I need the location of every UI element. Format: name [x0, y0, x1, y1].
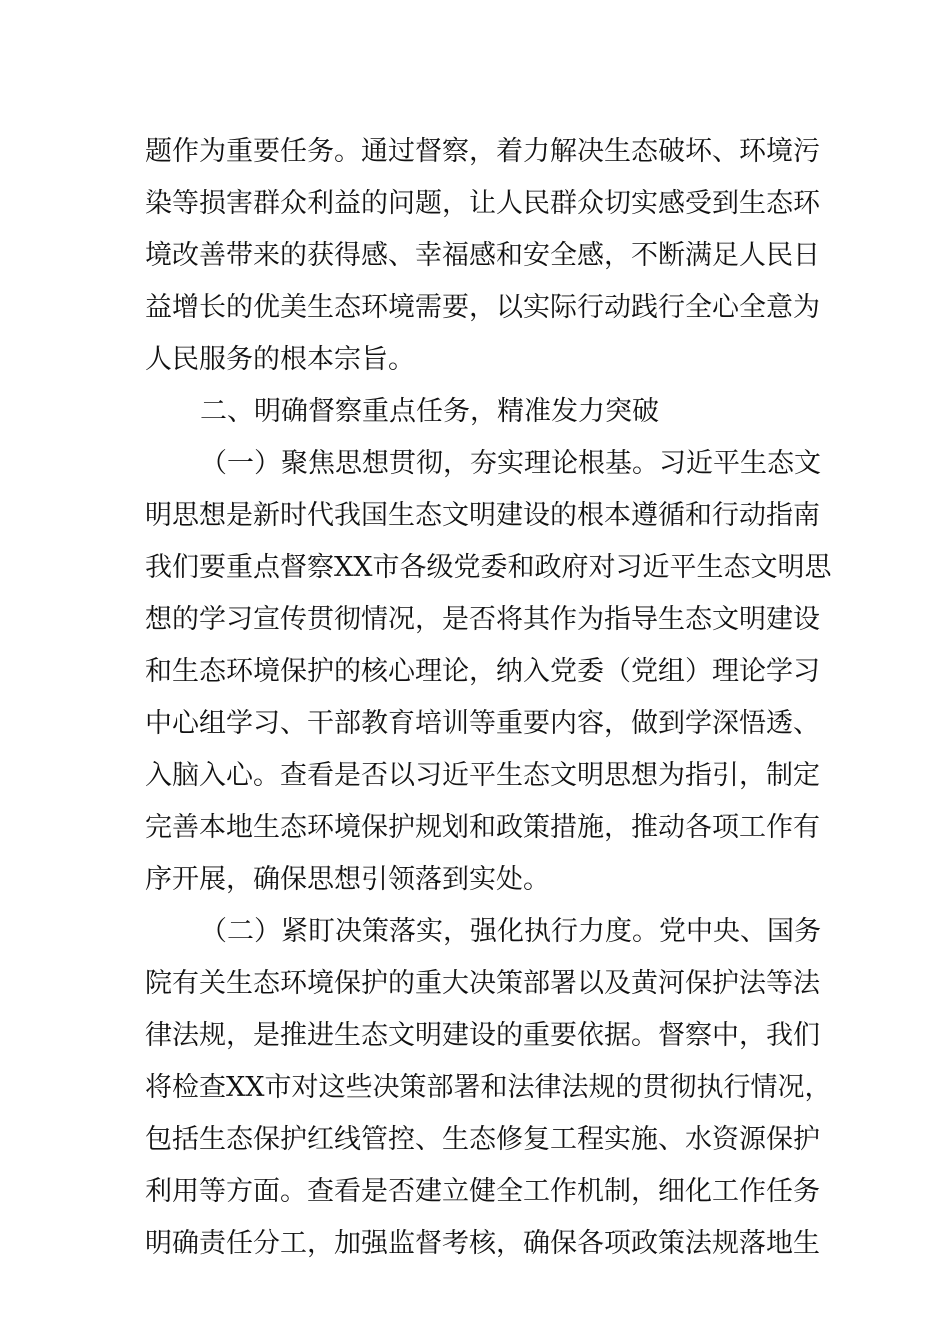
section-heading: 二、明确督察重点任务，精准发力突破: [200, 396, 659, 427]
text-line: 序开展，确保思想引领落到实处。: [145, 864, 550, 895]
text-line: 想的学习宣传贯彻情况，是否将其作为指导生态文明建设: [145, 604, 820, 635]
text-line: 完善本地生态环境保护规划和政策措施，推动各项工作有: [145, 812, 820, 843]
text-line: 将检查XX市对这些决策部署和法律法规的贯彻执行情况，: [145, 1072, 832, 1103]
text-line: 利用等方面。查看是否建立健全工作机制，细化工作任务: [145, 1176, 820, 1207]
text-line: 院有关生态环境保护的重大决策部署以及黄河保护法等法: [145, 968, 820, 999]
text-line: 明确责任分工，加强监督考核，确保各项政策法规落地生: [145, 1228, 820, 1259]
text-line: 律法规，是推进生态文明建设的重要依据。督察中，我们: [145, 1020, 820, 1051]
text-line: 我们要重点督察XX市各级党委和政府对习近平生态文明思: [145, 552, 832, 583]
text-line: 境改善带来的获得感、幸福感和安全感，不断满足人民日: [145, 240, 820, 271]
text-line: 中心组学习、干部教育培训等重要内容，做到学深悟透、: [145, 708, 820, 739]
text-line: 益增长的优美生态环境需要，以实际行动践行全心全意为: [145, 292, 820, 323]
text-line: 明思想是新时代我国生态文明建设的根本遵循和行动指南: [145, 500, 820, 531]
text-line: 包括生态保护红线管控、生态修复工程实施、水资源保护: [145, 1124, 820, 1155]
text-line: 和生态环境保护的核心理论，纳入党委（党组）理论学习: [145, 656, 820, 687]
text-line: 入脑入心。查看是否以习近平生态文明思想为指引，制定: [145, 760, 820, 791]
text-line: 人民服务的根本宗旨。: [145, 344, 415, 375]
text-line: 题作为重要任务。通过督察，着力解决生态破坏、环境污: [145, 136, 820, 167]
text-line: （一）聚焦思想贯彻，夯实理论根基。习近平生态文: [200, 448, 821, 479]
text-line: 染等损害群众利益的问题，让人民群众切实感受到生态环: [145, 188, 820, 219]
text-line: （二）紧盯决策落实，强化执行力度。党中央、国务: [200, 916, 821, 947]
